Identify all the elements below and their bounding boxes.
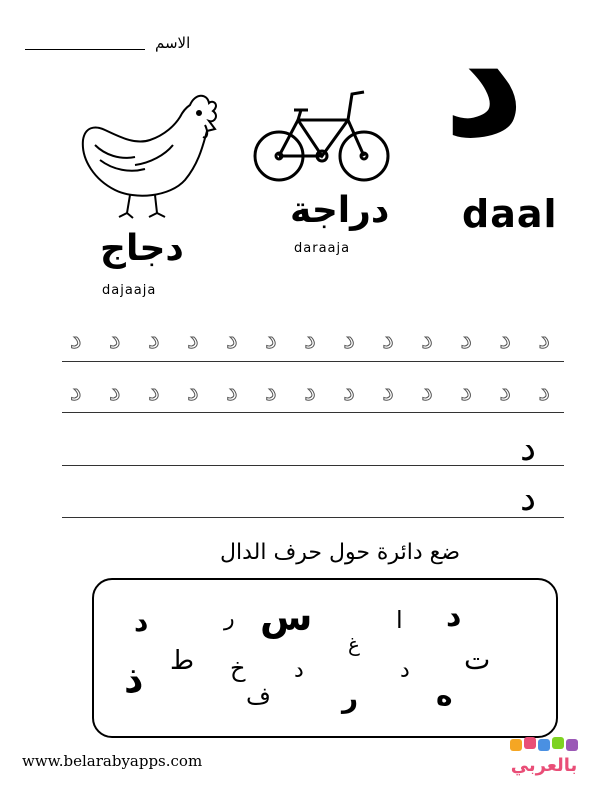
box-letter: د: [446, 599, 462, 634]
model-letter-row-4: د: [520, 478, 537, 519]
trace-letter: د: [460, 377, 472, 407]
exercise-instruction: ضع دائرة حول حرف الدال: [219, 540, 460, 565]
name-label: الاسم: [155, 34, 191, 52]
box-letter: خ: [230, 654, 246, 682]
writing-line: [62, 517, 564, 518]
hen-icon: [75, 85, 220, 225]
box-letter: س: [260, 595, 313, 639]
trace-letter: د: [148, 325, 160, 355]
model-letter-row-3: د: [520, 428, 537, 469]
writing-line: [62, 412, 564, 413]
trace-letter: د: [304, 377, 316, 407]
trace-letter: د: [304, 325, 316, 355]
trace-letter: د: [382, 377, 394, 407]
trace-letter: د: [70, 377, 82, 407]
footer-url: www.belarabyapps.com: [22, 752, 203, 770]
word-hen-arabic: دجاج: [100, 228, 184, 269]
trace-letter: د: [226, 325, 238, 355]
box-letter: ت: [464, 643, 491, 676]
word-bicycle-translit: daraaja: [294, 241, 351, 256]
trace-letter: د: [187, 377, 199, 407]
box-letter: ذ: [124, 657, 144, 701]
box-letter: د: [134, 605, 149, 638]
trace-letter: د: [148, 377, 160, 407]
trace-letter: د: [265, 325, 277, 355]
box-letter: ا: [396, 606, 403, 634]
trace-letter: د: [226, 377, 238, 407]
box-letter: ر: [224, 606, 235, 631]
logo-text: بالعربي: [510, 755, 578, 776]
trace-letter: د: [265, 377, 277, 407]
letter-name: daal: [462, 192, 558, 236]
box-letter: ف: [246, 682, 271, 710]
writing-line: [62, 465, 564, 466]
letters-box: [92, 578, 558, 738]
belaraby-logo-icon: [508, 733, 580, 779]
trace-letter: د: [109, 377, 121, 407]
trace-row-2: [70, 377, 550, 407]
box-letter: د: [400, 658, 410, 683]
box-letter: د: [294, 658, 304, 683]
trace-letter: د: [499, 325, 511, 355]
name-line: [25, 49, 145, 50]
trace-letter: د: [343, 377, 355, 407]
box-letter: ر: [342, 681, 359, 714]
box-letter: غ: [348, 632, 360, 656]
trace-letter: د: [109, 325, 121, 355]
trace-letter: د: [421, 325, 433, 355]
word-hen-translit: dajaaja: [102, 283, 157, 298]
word-bicycle-arabic: دراجة: [290, 190, 390, 231]
big-letter: د: [443, 0, 526, 173]
trace-letter: د: [460, 325, 472, 355]
trace-letter: د: [421, 377, 433, 407]
trace-letter: د: [499, 377, 511, 407]
trace-row-1: [70, 325, 550, 355]
box-letter: ط: [170, 646, 195, 676]
trace-letter: د: [538, 377, 550, 407]
trace-letter: د: [382, 325, 394, 355]
trace-letter: د: [70, 325, 82, 355]
trace-letter: د: [538, 325, 550, 355]
trace-letter: د: [187, 325, 199, 355]
writing-line: [62, 361, 564, 362]
trace-letter: د: [343, 325, 355, 355]
box-letter: ه: [436, 679, 453, 712]
bicycle-icon: [252, 84, 392, 189]
